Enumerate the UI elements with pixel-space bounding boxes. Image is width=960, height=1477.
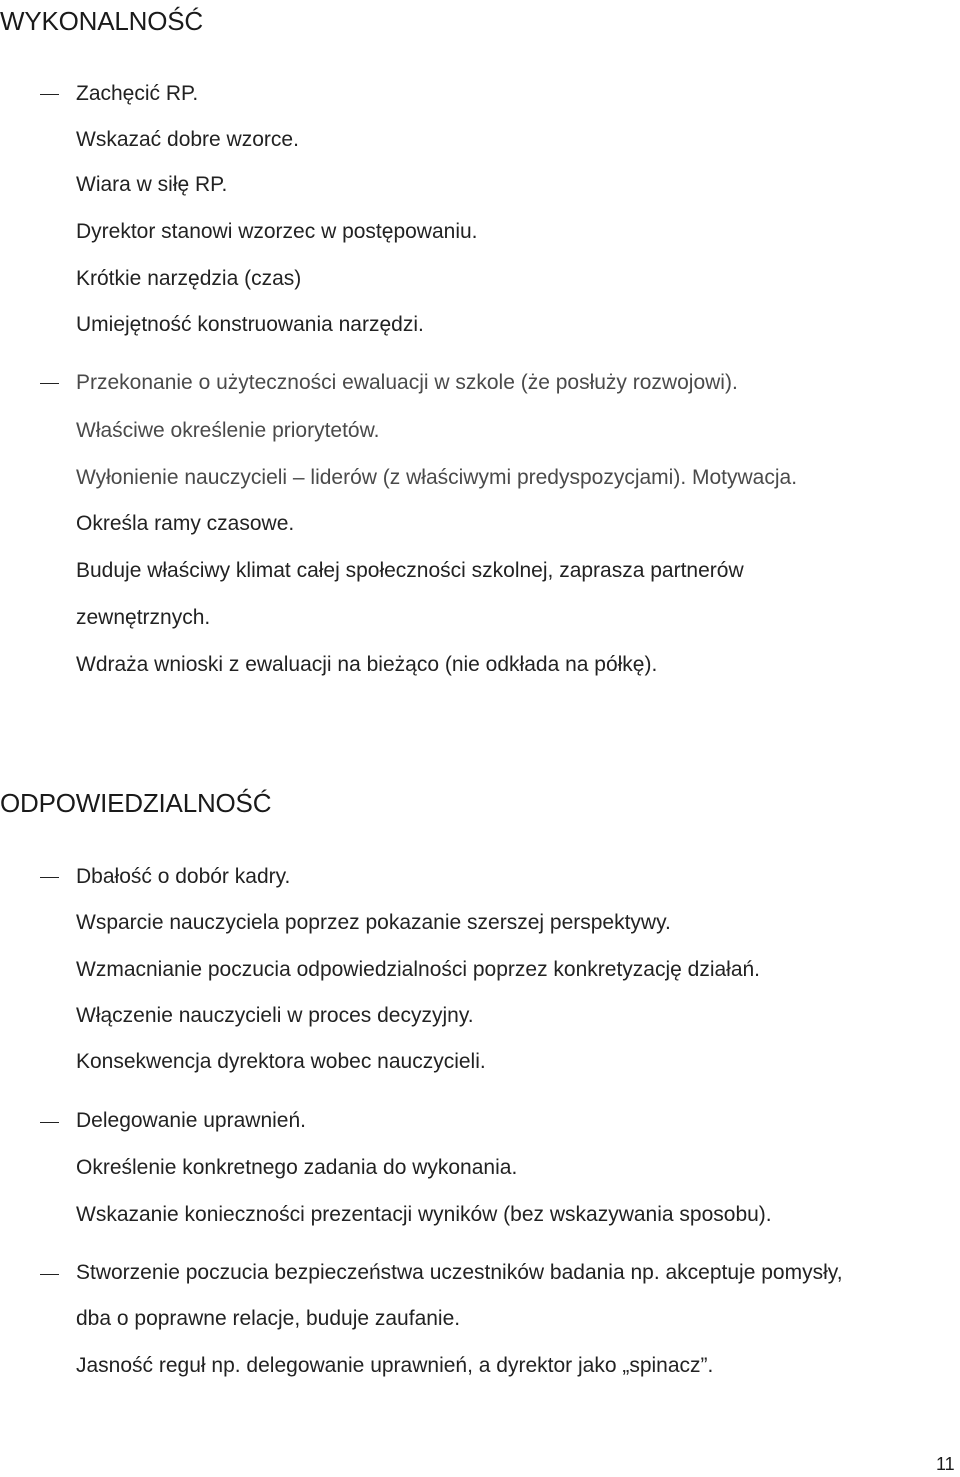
list-item: Stworzenie poczucia bezpieczeństwa uczestników badania np. akceptuje pomysły, <box>76 1261 843 1284</box>
list-item: Wiara w siłę RP. <box>76 173 228 196</box>
section-heading-wykonalnosc: WYKONALNOŚĆ <box>0 6 203 36</box>
list-item: Przekonanie o użyteczności ewaluacji w szkole (że posłuży rozwojowi). <box>76 371 738 394</box>
list-dash-marker <box>40 94 59 95</box>
list-item: Buduje właściwy klimat całej społeczności szkolnej, zaprasza partnerów <box>76 559 744 582</box>
list-item: Właściwe określenie priorytetów. <box>76 419 380 442</box>
list-item: Dbałość o dobór kadry. <box>76 865 291 888</box>
list-item: Delegowanie uprawnień. <box>76 1109 306 1132</box>
list-item: Wskazanie konieczności prezentacji wyników (bez wskazywania sposobu). <box>76 1203 772 1226</box>
list-item: Określenie konkretnego zadania do wykonania. <box>76 1156 518 1179</box>
list-item: Zachęcić RP. <box>76 82 199 105</box>
list-item: Wskazać dobre wzorce. <box>76 128 299 151</box>
list-item: Krótkie narzędzia (czas) <box>76 267 302 290</box>
list-item: dba o poprawne relacje, buduje zaufanie. <box>76 1307 461 1330</box>
list-item: Konsekwencja dyrektora wobec nauczycieli. <box>76 1050 486 1073</box>
list-dash-marker <box>40 1122 59 1123</box>
list-item: Dyrektor stanowi wzorzec w postępowaniu. <box>76 220 478 243</box>
page-number: 11 <box>936 1454 955 1474</box>
list-item: Włączenie nauczycieli w proces decyzyjny. <box>76 1004 474 1027</box>
list-item: Wzmacnianie poczucia odpowiedzialności poprzez konkretyzację działań. <box>76 958 761 981</box>
list-item: Wdraża wnioski z ewaluacji na bieżąco (nie odkłada na półkę). <box>76 653 658 676</box>
list-dash-marker <box>40 383 59 384</box>
list-item: Wyłonienie nauczycieli – liderów (z właściwymi predyspozycjami). Motywacja. <box>76 466 798 489</box>
list-item: Jasność reguł np. delegowanie uprawnień, a dyrektor jako „spinacz”. <box>76 1354 714 1377</box>
list-item: Umiejętność konstruowania narzędzi. <box>76 313 424 336</box>
list-dash-marker <box>40 1274 59 1275</box>
section-heading-odpowiedzialnosc: ODPOWIEDZIALNOŚĆ <box>0 788 272 818</box>
list-dash-marker <box>40 877 59 878</box>
list-item: Wsparcie nauczyciela poprzez pokazanie szerszej perspektywy. <box>76 911 671 934</box>
list-item: zewnętrznych. <box>76 606 211 629</box>
list-item: Określa ramy czasowe. <box>76 512 295 535</box>
